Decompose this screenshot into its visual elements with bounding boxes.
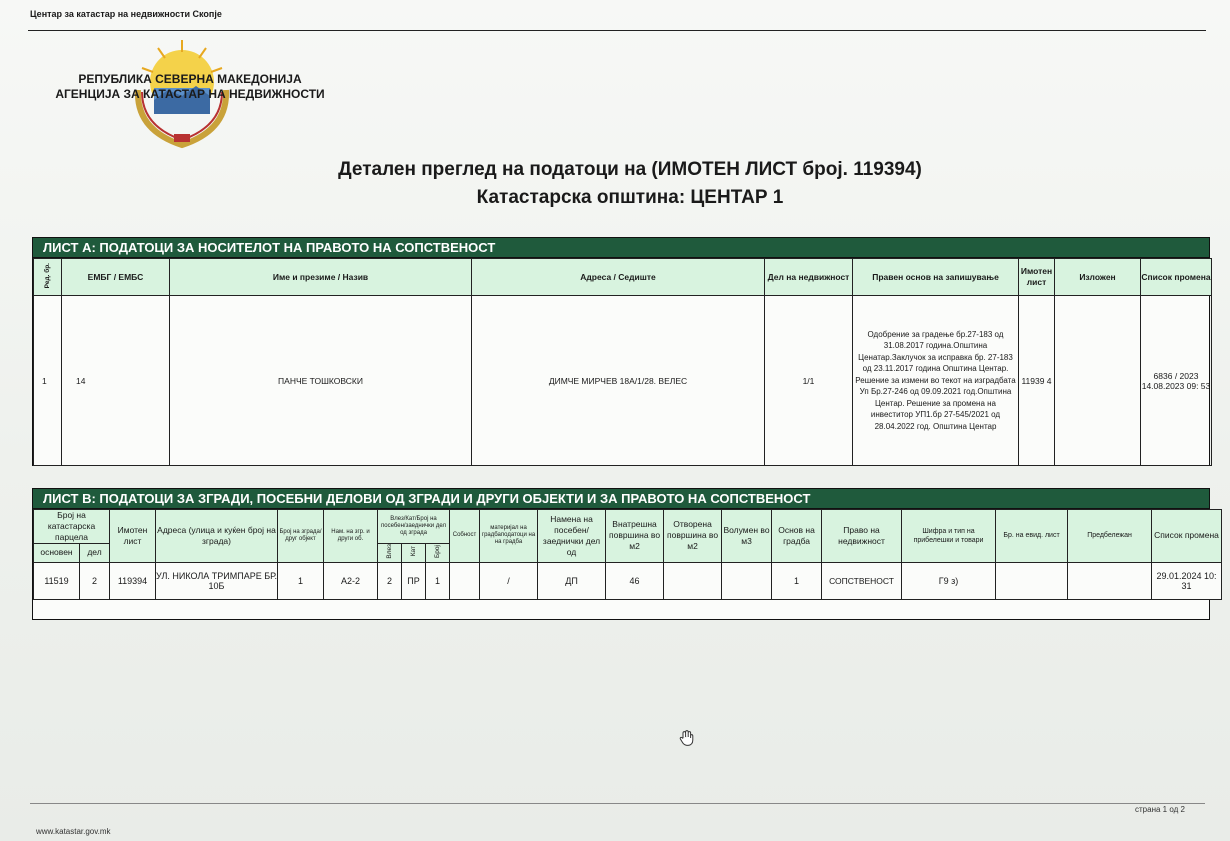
cell-volume	[722, 562, 772, 599]
footer-url: www.katastar.gov.mk	[36, 827, 111, 836]
document-title	[300, 156, 960, 212]
table-row	[34, 562, 1222, 599]
sheet-a-header-row	[34, 259, 1212, 296]
footer-divider	[30, 803, 1205, 804]
cell-right: СОПСТВЕНОСТ	[822, 562, 902, 599]
cell-open-area	[664, 562, 722, 599]
agency-line-1: РЕПУБЛИКА СЕВЕРНА МАКЕДОНИЈА	[78, 72, 302, 86]
col-changes: Список промена	[1152, 510, 1222, 563]
col-exposed: Изложен	[1055, 259, 1141, 296]
cell-exposed	[1055, 296, 1141, 466]
cell-share: 1/1	[765, 296, 853, 466]
org-line: Центар за катастар на недвижности Скопје	[30, 9, 222, 19]
sheet-a-table	[33, 258, 1212, 466]
cell-temporary	[450, 562, 480, 599]
col-building-number: Број на зграда/друг објект	[278, 510, 324, 563]
col-part-purpose: Намена на посебен/ заеднички дел од	[538, 510, 606, 563]
cell-entry: 2	[378, 562, 402, 599]
cell-floor: ПР	[402, 562, 426, 599]
col-address: Адреса / Седиште	[472, 259, 765, 296]
cell-building-number: 1	[278, 562, 324, 599]
agency-name	[40, 72, 340, 102]
title-line-2: Катастарска општина: ЦЕНТАР 1	[476, 187, 784, 208]
cell-name: ПАНЧЕ ТОШКОВСКИ	[170, 296, 472, 466]
col-inner-area: Внатрешна површина во м2	[606, 510, 664, 563]
cell-legal-basis: Одобрение за градење бр.27-183 од 31.08.2017 година.Општина Ценатар.Заклучок за исправка бр. 27-183 од 23.11.2017 година Општина Центар. Решение за измени во текот на изградбата Уп Бр.27-246 од 09.09.2021 год.Општина Центар. Решение за промена на инвеститор УП1.бр 27-545/2021 од 28.04.2022 год. Општина Центар	[853, 296, 1019, 466]
cell-changes: 29.01.2024 10: 31	[1152, 562, 1222, 599]
sheet-b-header-row-1	[34, 510, 1222, 544]
col-parcel-part: дел	[80, 544, 110, 563]
cell-property-sheet: 119394	[110, 562, 156, 599]
col-building-address: Адреса (улица и куќен број на зграда)	[156, 510, 278, 563]
col-floor: Кат	[402, 544, 426, 563]
col-building-purpose: Нам. на згр. и други об.	[324, 510, 378, 563]
cell-code: Г9 з)	[902, 562, 996, 599]
col-code: Шифра и тип на прибелешки и товари	[902, 510, 996, 563]
col-open-area: Отворена површина во м2	[664, 510, 722, 563]
cell-building-address: УЛ. НИКОЛА ТРИМПАРЕ БР. 10Б	[156, 562, 278, 599]
col-entry-group: Влез/Кат/Број на посебен/заеднички дел од зграда	[378, 510, 450, 544]
cell-property-sheet: 11939 4	[1019, 296, 1055, 466]
cell-embg: 14	[62, 296, 170, 466]
col-name: Име и презиме / Назив	[170, 259, 472, 296]
cell-building-purpose: А2-2	[324, 562, 378, 599]
col-parcel-group: Број на катастарска парцела	[34, 510, 110, 544]
col-property-sheet: Имотен лист	[1019, 259, 1055, 296]
col-temporary: Собност	[450, 510, 480, 563]
col-property-sheet: Имотен лист	[110, 510, 156, 563]
col-basis: Основ на градба	[772, 510, 822, 563]
hand-cursor-icon	[678, 729, 696, 747]
col-pre-note: Предбележан	[1068, 510, 1152, 563]
cell-pre-note	[1068, 562, 1152, 599]
cell-evid-number	[996, 562, 1068, 599]
cell-material: /	[480, 562, 538, 599]
col-row-number: Ред. бр.	[34, 259, 62, 296]
cell-basis: 1	[772, 562, 822, 599]
col-evid-number: Бр. на евид. лист	[996, 510, 1068, 563]
cell-changes: 6836 / 2023 14.08.2023 09: 53	[1141, 296, 1212, 466]
sheet-b	[32, 488, 1219, 620]
sheet-a	[32, 237, 1210, 466]
col-material: материјал на градбаподатоци на на градба	[480, 510, 538, 563]
col-legal-basis: Правен основ на запишување	[853, 259, 1019, 296]
col-parcel-main: основен	[34, 544, 80, 563]
cell-number: 1	[426, 562, 450, 599]
cell-parcel-main: 11519	[34, 562, 80, 599]
sheet-a-heading: ЛИСТ А: ПОДАТОЦИ ЗА НОСИТЕЛОТ НА ПРАВОТО НА СОПСТВЕНОСТ	[33, 238, 1209, 258]
cell-address: ДИМЧЕ МИРЧЕВ 18А/1/28. ВЕЛЕС	[472, 296, 765, 466]
sheet-b-table	[33, 509, 1222, 600]
page-number: страна 1 од 2	[1135, 805, 1185, 814]
col-share: Дел на недвижност	[765, 259, 853, 296]
sheet-b-heading: ЛИСТ В: ПОДАТОЦИ ЗА ЗГРАДИ, ПОСЕБНИ ДЕЛОВИ ОД ЗГРАДИ И ДРУГИ ОБЈЕКТИ И ЗА ПРАВОТО НА СОПСТВЕНОСТ	[33, 489, 1209, 509]
col-changes: Список промена	[1141, 259, 1212, 296]
cell-inner-area: 46	[606, 562, 664, 599]
cell-part-purpose: ДП	[538, 562, 606, 599]
col-right: Право на недвижност	[822, 510, 902, 563]
title-line-1: Детален преглед на податоци на (ИМОТЕН ЛИСТ број. 119394)	[338, 159, 922, 180]
col-number: Број	[426, 544, 450, 563]
col-volume: Волумен во м3	[722, 510, 772, 563]
col-entry: Влез	[378, 544, 402, 563]
cell-parcel-part: 2	[80, 562, 110, 599]
col-embg: ЕМБГ / ЕМБС	[62, 259, 170, 296]
table-row	[34, 296, 1212, 466]
agency-line-2: АГЕНЦИЈА ЗА КАТАСТАР НА НЕДВИЖНОСТИ	[55, 87, 325, 101]
cell-row-number: 1	[34, 296, 62, 466]
